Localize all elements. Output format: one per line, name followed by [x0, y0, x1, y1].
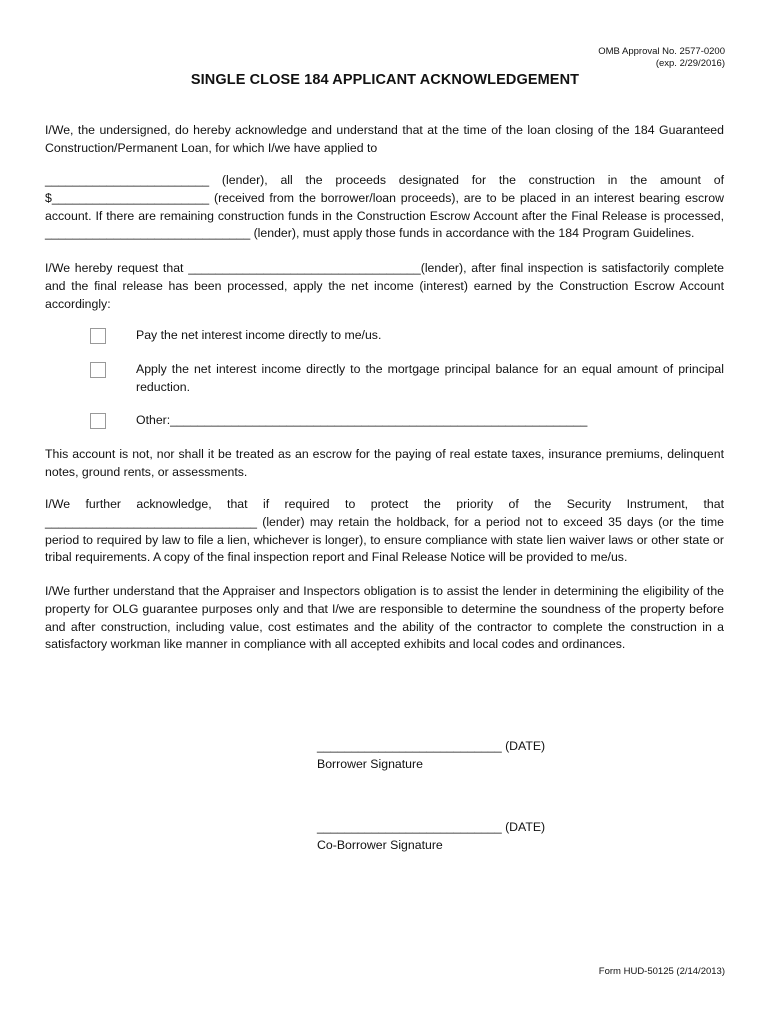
- paragraph-intro: I/We, the undersigned, do hereby acknowledge and understand that at the time of the loan closing of the 184 Guaranteed Construction/Permanent Loan, for which I/we have applied to: [45, 123, 724, 155]
- checkbox-pay-directly[interactable]: [90, 328, 106, 344]
- borrower-signature-label: Borrower Signature: [317, 756, 423, 771]
- document-title: SINGLE CLOSE 184 APPLICANT ACKNOWLEDGEMENT: [190, 72, 580, 88]
- borrower-signature-block: [317, 738, 545, 774]
- option-other-label: Other:_____________________________________________________________: [136, 413, 588, 427]
- omb-expiration: (exp. 2/29/2016): [655, 58, 725, 69]
- omb-approval-number: OMB Approval No. 2577-0200: [598, 46, 725, 57]
- paragraph-request: I/We hereby request that __________________________________(lender), after final inspection is satisfactorily complete and the final release has been processed, apply the net income (interest) earned by the Construction Escrow Account accordingly:: [45, 261, 724, 311]
- option-pay-directly-label: Pay the net interest income directly to me/us.: [136, 328, 382, 342]
- coborrower-signature-block: [317, 819, 545, 855]
- paragraph-holdback: I/We further acknowledge, that if required to protect the priority of the Security Instrument, that _______________________________ (lender) may retain the holdback, for a period not to exceed 35 days (or the time period to required by law to file a lien, whichever is longer), to ensure compliance with state lien waiver laws or other state or tribal requirements. A copy of the final inspection report and Final Release Notice will be provided to me/us.: [45, 497, 724, 565]
- paragraph-escrow-funds: ________________________ (lender), all the proceeds designated for the construction in the amount of $_______________________ (received from the borrower/loan proceeds), are to be placed in an interest bearing escrow account. If there are remaining construction funds in the Construction Escrow Account after the Final Release is processed, ______________________________ (lender), must apply those funds in accordance with the 184 Program Guidelines.: [45, 173, 724, 241]
- coborrower-signature-line[interactable]: ___________________________ (DATE): [317, 820, 546, 834]
- paragraph-not-escrow: This account is not, nor shall it be treated as an escrow for the paying of real estate taxes, insurance premiums, delinquent notes, ground rents, or assessments.: [45, 447, 724, 479]
- option-apply-principal-label: Apply the net interest income directly to the mortgage principal balance for an equal amount of principal reduction.: [136, 362, 724, 394]
- form-number: Form HUD-50125 (2/14/2013): [598, 966, 725, 977]
- checkbox-other[interactable]: [90, 413, 106, 429]
- paragraph-appraiser: I/We further understand that the Appraiser and Inspectors obligation is to assist the lender in determining the eligibility of the property for OLG guarantee purposes only and that I/we are responsible to determine the soundness of the property before and after construction, including value, cost estimates and the ability of the contractor to complete the construction in a satisfactory workman like manner in compliance with all accepted exhibits and local codes and ordinances.: [45, 584, 724, 652]
- borrower-signature-line[interactable]: ___________________________ (DATE): [317, 739, 546, 753]
- checkbox-apply-principal[interactable]: [90, 362, 106, 378]
- coborrower-signature-label: Co-Borrower Signature: [317, 837, 443, 852]
- omb-approval: [598, 46, 725, 70]
